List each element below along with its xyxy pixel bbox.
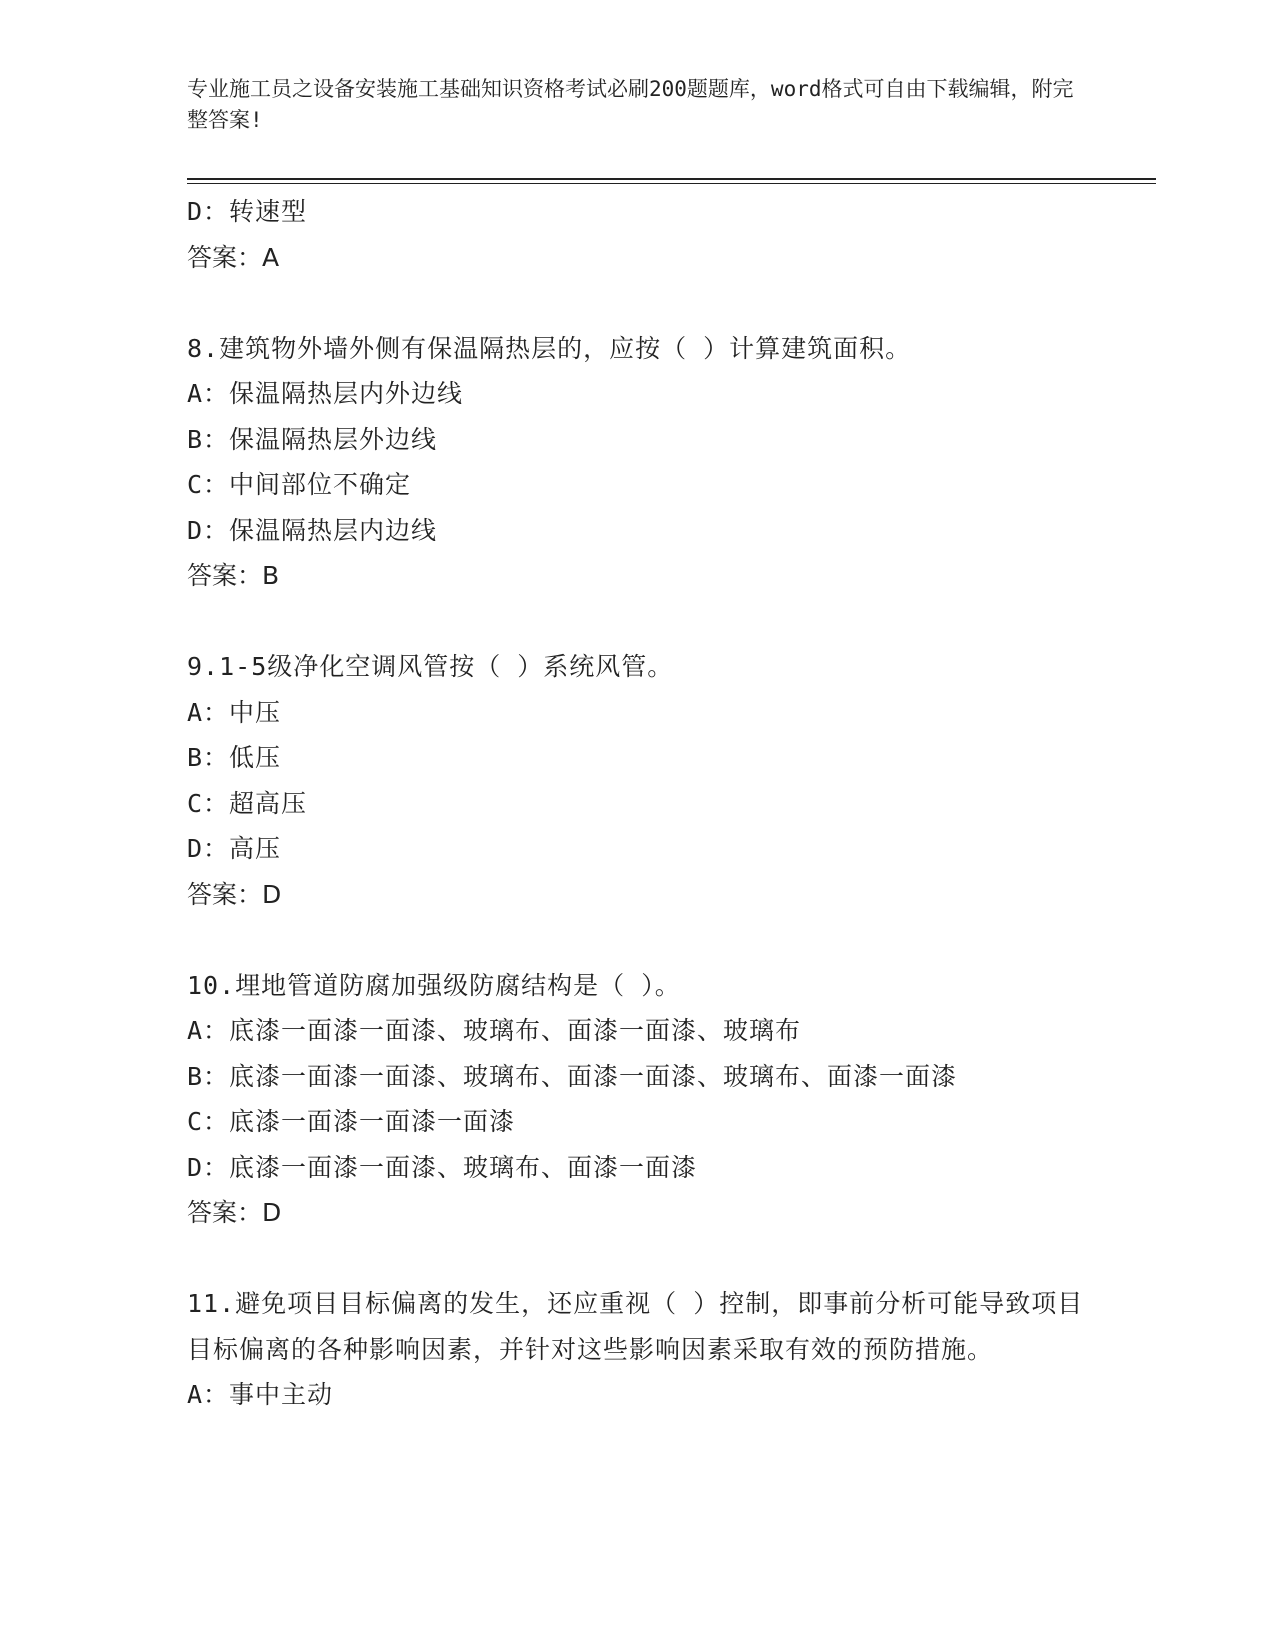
header-rule-thin bbox=[187, 183, 1156, 184]
option-a: A：事中主动 bbox=[187, 1380, 334, 1409]
option-b: B：底漆一面漆一面漆、玻璃布、面漆一面漆、玻璃布、面漆一面漆 bbox=[187, 1061, 958, 1091]
answer: 答案：D bbox=[187, 879, 282, 909]
question-11 bbox=[187, 1281, 1087, 1418]
option-d: D：保温隔热层内边线 bbox=[187, 515, 438, 545]
option-b: B：低压 bbox=[187, 743, 282, 772]
question-10 bbox=[187, 963, 1087, 1236]
prev-answer: 答案：A bbox=[187, 242, 280, 272]
question-text: 8.建筑物外墙外侧有保温隔热层的，应按（ ）计算建筑面积。 bbox=[187, 333, 912, 363]
question-content bbox=[187, 189, 1087, 1418]
option-b: B：保温隔热层外边线 bbox=[187, 424, 438, 454]
question-8 bbox=[187, 326, 1087, 599]
question-text: 10.埋地管道防腐加强级防腐结构是（ ）。 bbox=[187, 970, 681, 1000]
option-c: C：超高压 bbox=[187, 788, 308, 818]
option-a: A：保温隔热层内外边线 bbox=[187, 379, 464, 408]
option-d: D：高压 bbox=[187, 834, 282, 863]
document-header: 专业施工员之设备安装施工基础知识资格考试必刷200题题库，word格式可自由下载编辑，附完整答案! bbox=[187, 77, 1074, 132]
question-text: 11.避免项目目标偏离的发生，还应重视（ ）控制，即事前分析可能导致项目目标偏离的各种影响因素，并针对这些影响因素采取有效的预防措施。 bbox=[187, 1289, 1084, 1364]
prev-option-d: D：转速型 bbox=[187, 197, 308, 226]
question-text: 9.1-5级净化空调风管按（ ）系统风管。 bbox=[187, 652, 674, 681]
option-a: A：中压 bbox=[187, 697, 282, 727]
option-c: C：中间部位不确定 bbox=[187, 470, 412, 499]
option-a: A：底漆一面漆一面漆、玻璃布、面漆一面漆、玻璃布 bbox=[187, 1016, 802, 1045]
option-c: C：底漆一面漆一面漆一面漆 bbox=[187, 1107, 516, 1136]
answer: 答案：B bbox=[187, 561, 280, 590]
option-d: D：底漆一面漆一面漆、玻璃布、面漆一面漆 bbox=[187, 1152, 698, 1182]
question-9 bbox=[187, 644, 1087, 917]
answer: 答案：D bbox=[187, 1198, 282, 1227]
header-rule-thick bbox=[187, 178, 1156, 180]
